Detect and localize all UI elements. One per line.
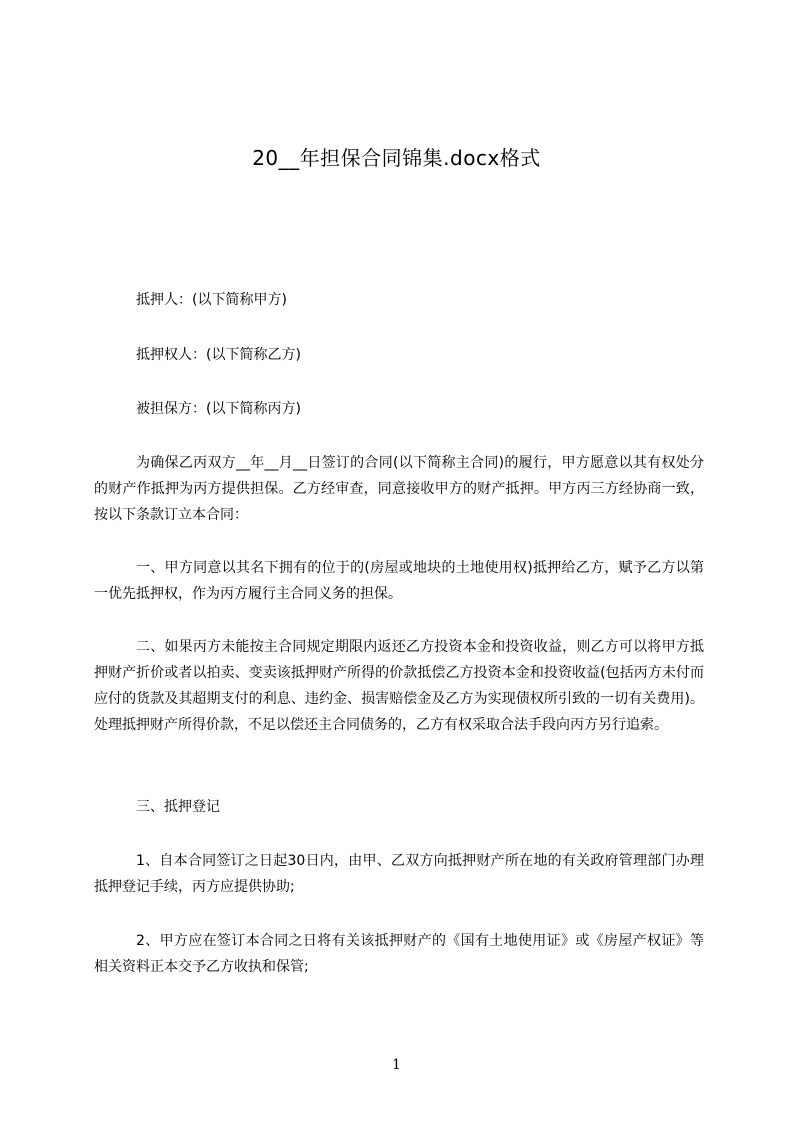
paragraph-mortgagee: 抵押权人：(以下简称乙方): [136, 347, 301, 363]
paragraph-mortgagor: 抵押人：(以下简称甲方): [136, 292, 287, 308]
section-heading-registration: 三、抵押登记: [136, 799, 220, 815]
paragraph-guaranteed-party: 被担保方：(以下简称丙方): [136, 401, 301, 417]
paragraph-registration-item-2: 2、甲方应在签订本合同之日将有关该抵押财产的《国有土地使用证》或《房屋产权证》等相关资料正本交予乙方收执和保管;: [94, 933, 704, 975]
paragraph-registration-item-1: 1、自本合同签订之日起30日内，由甲、乙双方向抵押财产所在地的有关政府管理部门办理抵押登记手续，丙方应提供协助;: [94, 853, 704, 895]
paragraph-clause-2: 二、如果丙方未能按主合同规定期限内返还乙方投资本金和投资收益，则乙方可以将甲方抵押财产折价或者以拍卖、变卖该抵押财产所得的价款抵偿乙方投资本金和投资收益(包括丙方未付而应付的货款及其超期支付的利息、违约金、损害赔偿金及乙方为实现债权所引致的一切有关费用)。处理抵押财产所得价款，不足以偿还主合同债务的，乙方有权采取合法手段向丙方另行追索。: [94, 639, 704, 733]
paragraph-preamble: 为确保乙丙双方__年__月__日签订的合同(以下简称主合同)的履行，甲方愿意以其有权处分的财产作抵押为丙方提供担保。乙方经审查，同意接收甲方的财产抵押。甲方丙三方经协商一致，按以下条款订立本合同：: [94, 455, 704, 523]
paragraph-clause-1: 一、甲方同意以其名下拥有的位于的(房屋或地块的土地使用权)抵押给乙方，赋予乙方以第一优先抵押权，作为丙方履行主合同义务的担保。: [94, 560, 704, 602]
page-number: 1: [392, 1057, 401, 1073]
document-title: 20__年担保合同锦集.docx格式: [252, 146, 541, 170]
